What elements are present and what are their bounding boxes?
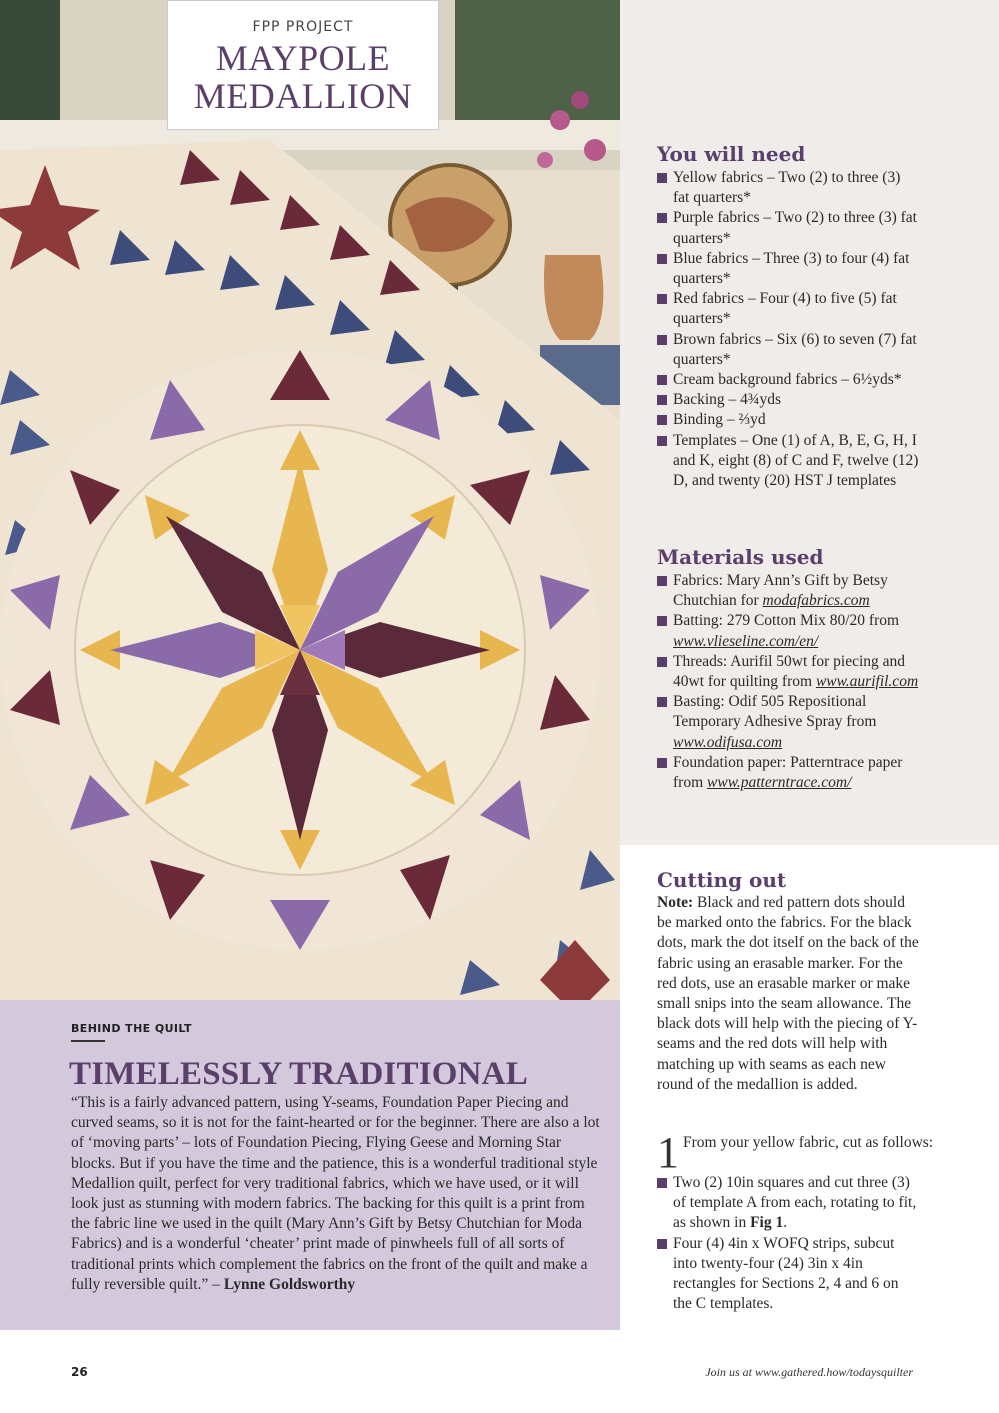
- cutting-out-heading: Cutting out: [657, 868, 787, 892]
- bullet-square-icon: [657, 415, 667, 425]
- list-item: Purple fabrics – Two (2) to three (3) fat quarters*: [657, 208, 919, 248]
- bullet-square-icon: [657, 758, 667, 768]
- page-title-line-1: MAYPOLE: [215, 38, 391, 78]
- bullet-square-icon: [657, 173, 667, 183]
- page-number: 26: [71, 1365, 88, 1379]
- bullet-square-icon: [657, 375, 667, 385]
- bullet-square-icon: [657, 1239, 667, 1249]
- quilt-illustration: [0, 0, 620, 1000]
- bullet-square-icon: [657, 395, 667, 405]
- link-vlieseline[interactable]: www.vlieseline.com/en/: [673, 632, 819, 650]
- list-item: Basting: Odif 505 Repositional Temporary Adhesive Spray from www.odifusa.com: [657, 692, 919, 753]
- list-item: Foundation paper: Patterntrace paper from www.patterntrace.com/: [657, 753, 919, 793]
- page-title-line-2: MEDALLION: [193, 76, 413, 116]
- link-patterntrace[interactable]: www.patterntrace.com/: [707, 774, 852, 792]
- list-item: Yellow fabrics – Two (2) to three (3) fat quarters*: [657, 168, 919, 208]
- bullet-square-icon: [657, 697, 667, 707]
- bullet-square-icon: [657, 213, 667, 223]
- list-item: Binding – ⅔yd: [657, 410, 919, 430]
- bullet-square-icon: [657, 335, 667, 345]
- materials-used-heading: Materials used: [657, 545, 824, 569]
- list-item: Batting: 279 Cotton Mix 80/20 from www.vlieseline.com/en/: [657, 611, 919, 651]
- link-aurifil[interactable]: www.aurifil.com: [815, 673, 919, 691]
- bullet-square-icon: [657, 657, 667, 667]
- bullet-square-icon: [657, 576, 667, 586]
- bullet-square-icon: [657, 294, 667, 304]
- you-will-need-heading: You will need: [657, 142, 806, 166]
- list-item: Templates – One (1) of A, B, E, G, H, I and K, eight (8) of C and F, twelve (12) D, and twenty (20) HST J templates: [657, 431, 919, 492]
- list-item: Fabrics: Mary Ann’s Gift by Betsy Chutchian for modafabrics.com: [657, 571, 919, 611]
- bullet-square-icon: [657, 254, 667, 264]
- step-list: [657, 1173, 919, 1314]
- cutting-note: [657, 893, 919, 1095]
- list-item: Four (4) 4in x WOFQ strips, subcut into twenty-four (24) 3in x 4in rectangles for Sections 2, 4 and 6 on the C templates.: [657, 1234, 919, 1315]
- step-number: 1: [657, 1128, 679, 1177]
- quote-author: Lynne Goldsworthy: [223, 1275, 356, 1293]
- bullet-square-icon: [657, 1178, 667, 1188]
- link-modafabrics[interactable]: modafabrics.com: [762, 592, 870, 610]
- materials-used-list: [657, 571, 919, 793]
- behind-title: TIMELESSLY TRADITIONAL: [69, 1056, 528, 1092]
- link-odifusa[interactable]: www.odifusa.com: [673, 733, 783, 751]
- title-kicker: FPP PROJECT: [252, 19, 354, 35]
- step-1: [657, 1128, 947, 1314]
- list-item: Brown fabrics – Six (6) to seven (7) fat quarters*: [657, 330, 919, 370]
- list-item: Backing – 4¾yds: [657, 390, 919, 410]
- step-intro: From your yellow fabric, cut as follows:: [683, 1134, 934, 1151]
- list-item: Red fabrics – Four (4) to five (5) fat quarters*: [657, 289, 919, 329]
- divider: [71, 1040, 105, 1042]
- footer-url[interactable]: Join us at www.gathered.how/todaysquilter: [705, 1365, 913, 1379]
- list-item: Two (2) 10in squares and cut three (3) of template A from each, rotating to fit, as shown in Fig 1.: [657, 1173, 919, 1234]
- bullet-square-icon: [657, 436, 667, 446]
- note-label: Note:: [657, 894, 694, 911]
- you-will-need-list: [657, 168, 919, 491]
- page-title: [168, 39, 438, 115]
- list-item: Threads: Aurifil 50wt for piecing and 40wt for quilting from www.aurifil.com: [657, 652, 919, 692]
- title-box: [167, 0, 439, 130]
- behind-quote: “This is a fairly advanced pattern, using Y-seams, Foundation Paper Piecing and curved seams, so it is not for the faint-hearted or for the beginner. There are also a lot of ‘moving parts’ – lots of Foundation Piecing, Flying Geese and Morning Star blocks. But if you have the time and the patience, this is a wonderful traditional style Medallion quilt, perfect for very traditional fabrics, which we have used, or it will look just as stunning with modern fabrics. The backing for this quilt is a print from the fabric line we used in the quilt (Mary Ann’s Gift by Betsy Chutchian for Moda Fabrics) and is a wonderful ‘cheater’ print made of pinwheels full of all sorts of traditional prints which complement the fabrics on the front of the quilt and make a fully reversible quilt.” – Lynne Goldsworthy: [71, 1094, 600, 1293]
- behind-kicker: BEHIND THE QUILT: [71, 1022, 192, 1035]
- note-text: Black and red pattern dots should be marked onto the fabrics. For the black dots, mark the dot itself on the back of the fabric using an erasable marker. For the red dots, use an erasable marker or make small snips into the seam allowance. The black dots will help with the piecing of Y-seams and the red dots will help with matching up with seams as each new round of the medallion is added.: [657, 894, 919, 1093]
- list-item: Cream background fabrics – 6½yds*: [657, 370, 919, 390]
- list-item: Blue fabrics – Three (3) to four (4) fat quarters*: [657, 249, 919, 289]
- quilt-photo: [0, 0, 620, 1000]
- bullet-square-icon: [657, 616, 667, 626]
